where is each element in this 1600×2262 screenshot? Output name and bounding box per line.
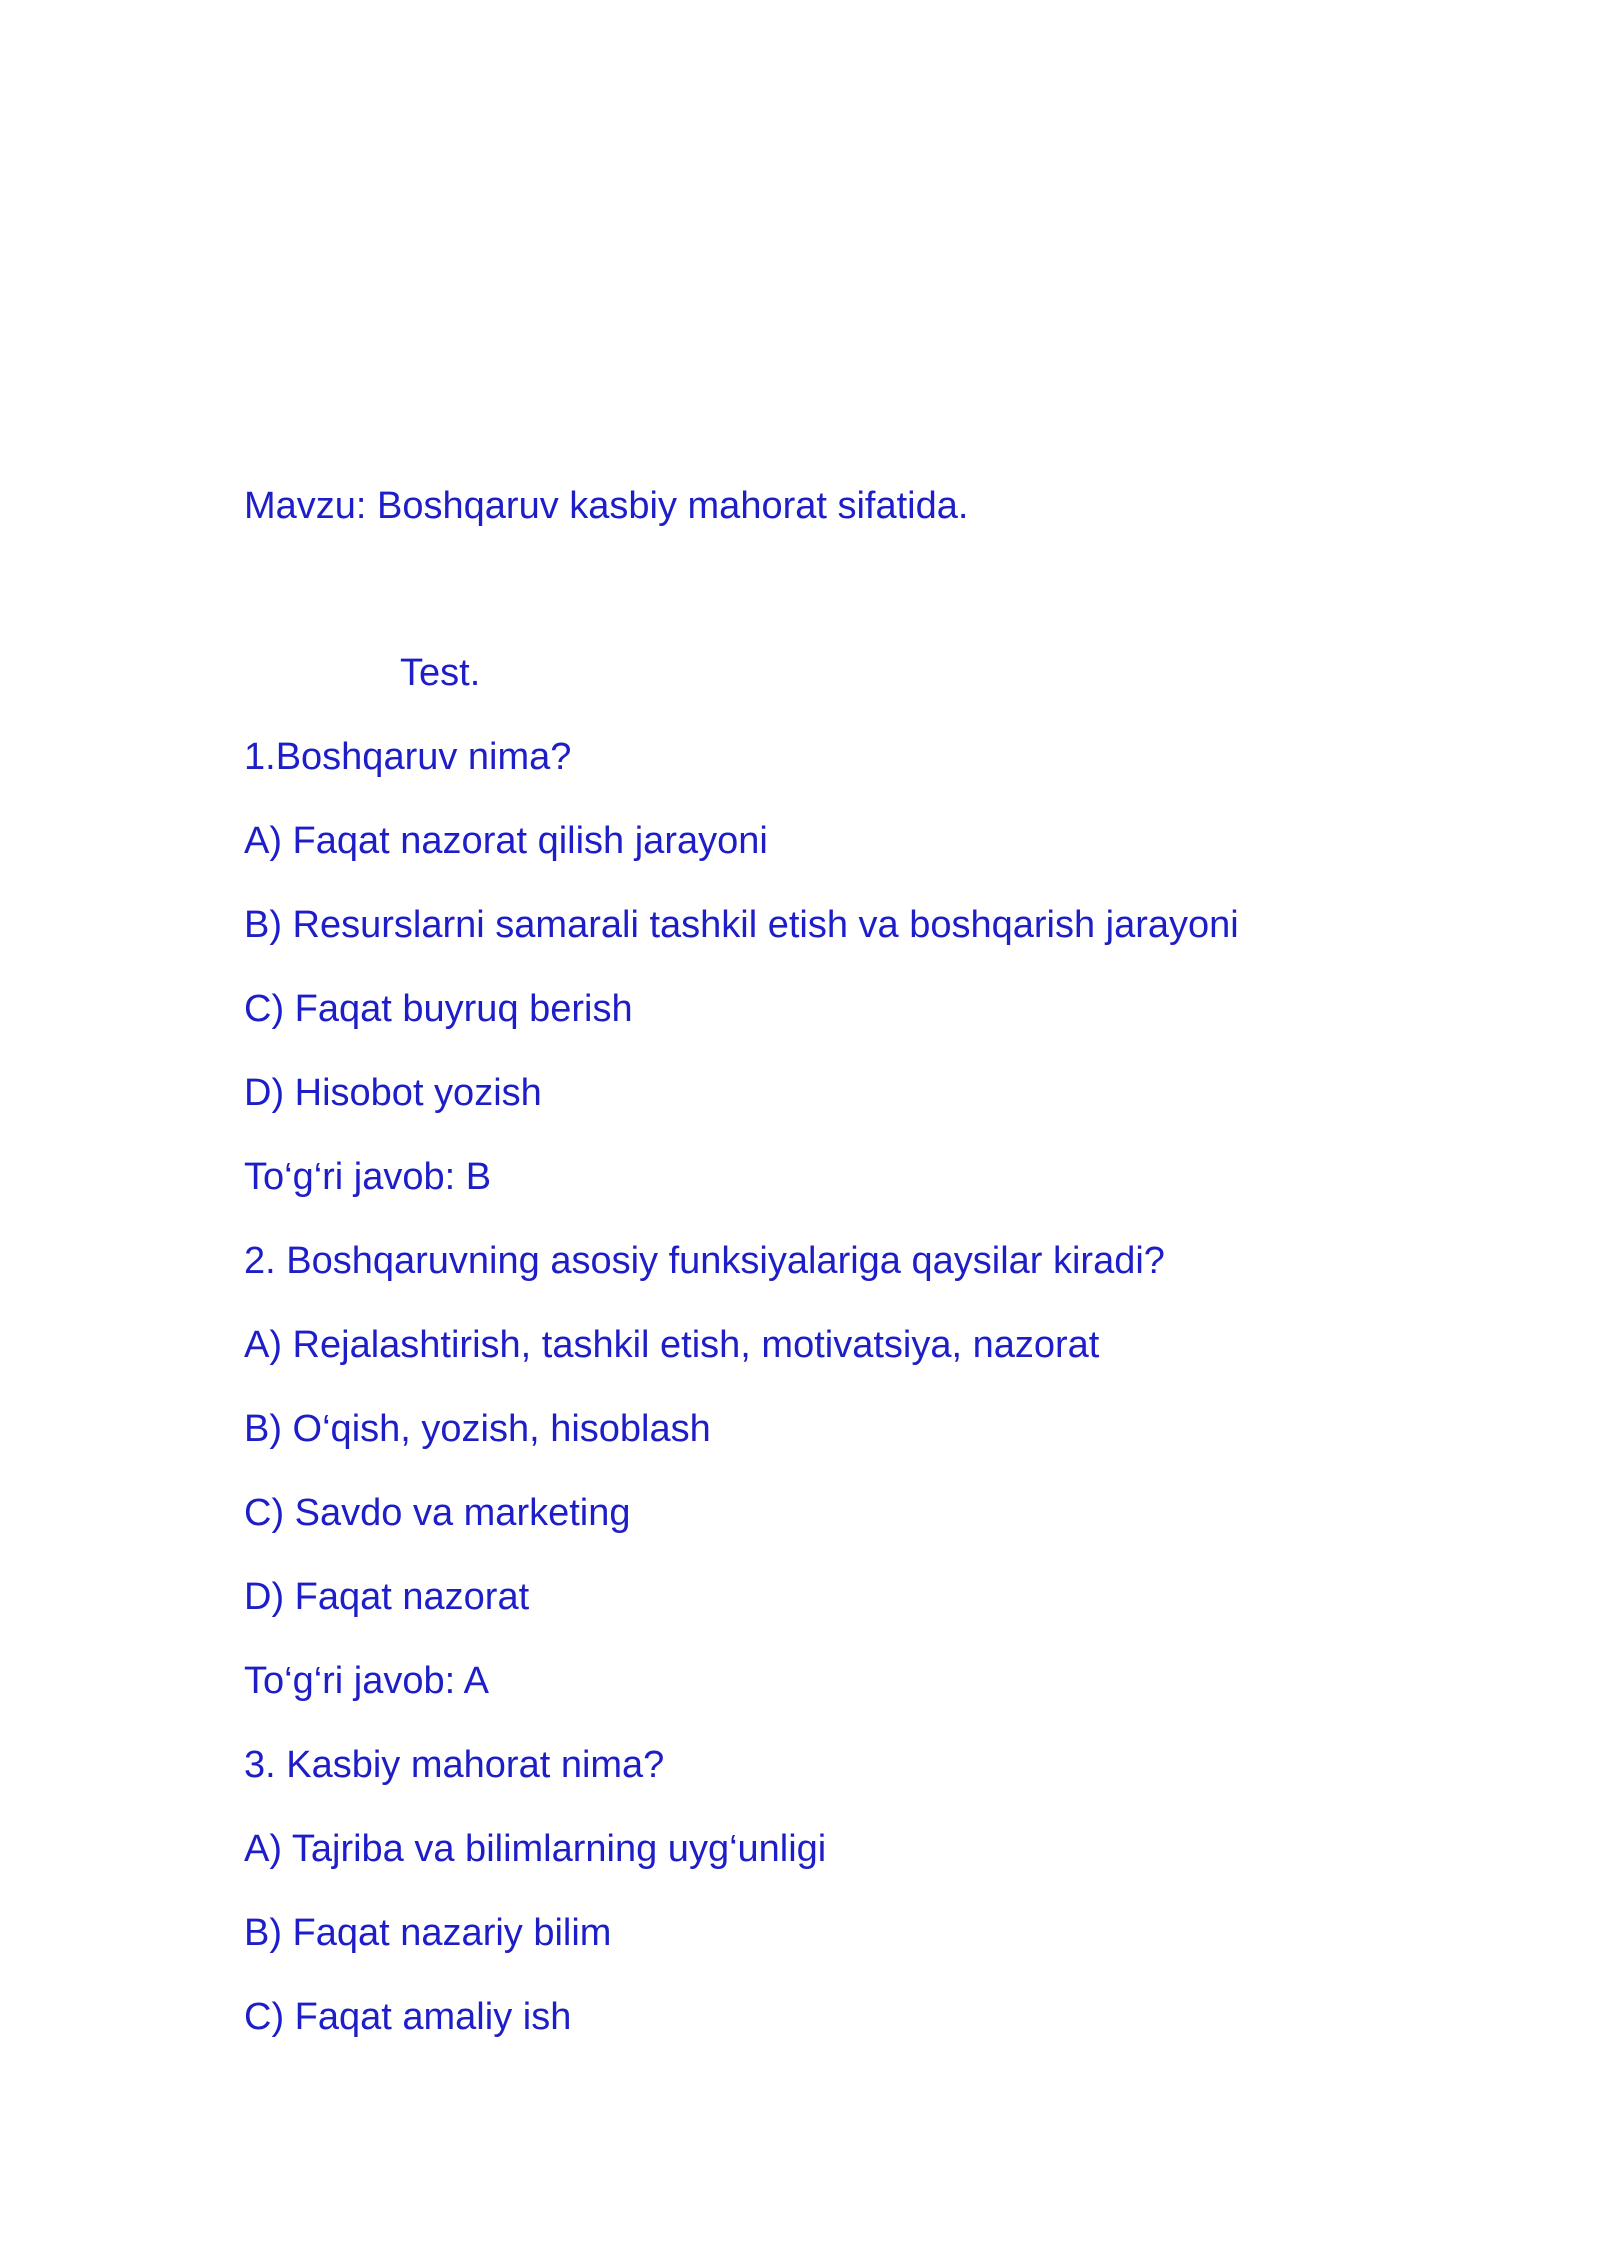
question-2-answer: To‘g‘ri javob: A <box>244 1660 490 1702</box>
question-1-option-a: A) Faqat nazorat qilish jarayoni <box>244 820 768 862</box>
question-2-option-d: D) Faqat nazorat <box>244 1576 530 1618</box>
question-1-answer: To‘g‘ri javob: B <box>244 1156 492 1198</box>
question-1: 1.Boshqaruv nima? <box>244 736 572 778</box>
question-3-option-c: C) Faqat amaliy ish <box>244 1996 572 2038</box>
topic-title: Mavzu: Boshqaruv kasbiy mahorat sifatida. <box>244 485 969 527</box>
question-3-option-a: A) Tajriba va bilimlarning uyg‘unligi <box>244 1828 827 1870</box>
question-3-option-b: B) Faqat nazariy bilim <box>244 1912 612 1954</box>
question-2-option-c: C) Savdo va marketing <box>244 1492 631 1534</box>
question-1-option-b: B) Resurslarni samarali tashkil etish va boshqarish jarayoni <box>244 904 1239 946</box>
test-heading: Test. <box>400 652 481 694</box>
question-1-option-d: D) Hisobot yozish <box>244 1072 542 1114</box>
question-2-option-a: A) Rejalashtirish, tashkil etish, motivatsiya, nazorat <box>244 1324 1100 1366</box>
question-2-option-b: B) O‘qish, yozish, hisoblash <box>244 1408 711 1450</box>
question-2: 2. Boshqaruvning asosiy funksiyalariga qaysilar kiradi? <box>244 1240 1165 1282</box>
question-3: 3. Kasbiy mahorat nima? <box>244 1744 665 1786</box>
question-1-option-c: C) Faqat buyruq berish <box>244 988 633 1030</box>
